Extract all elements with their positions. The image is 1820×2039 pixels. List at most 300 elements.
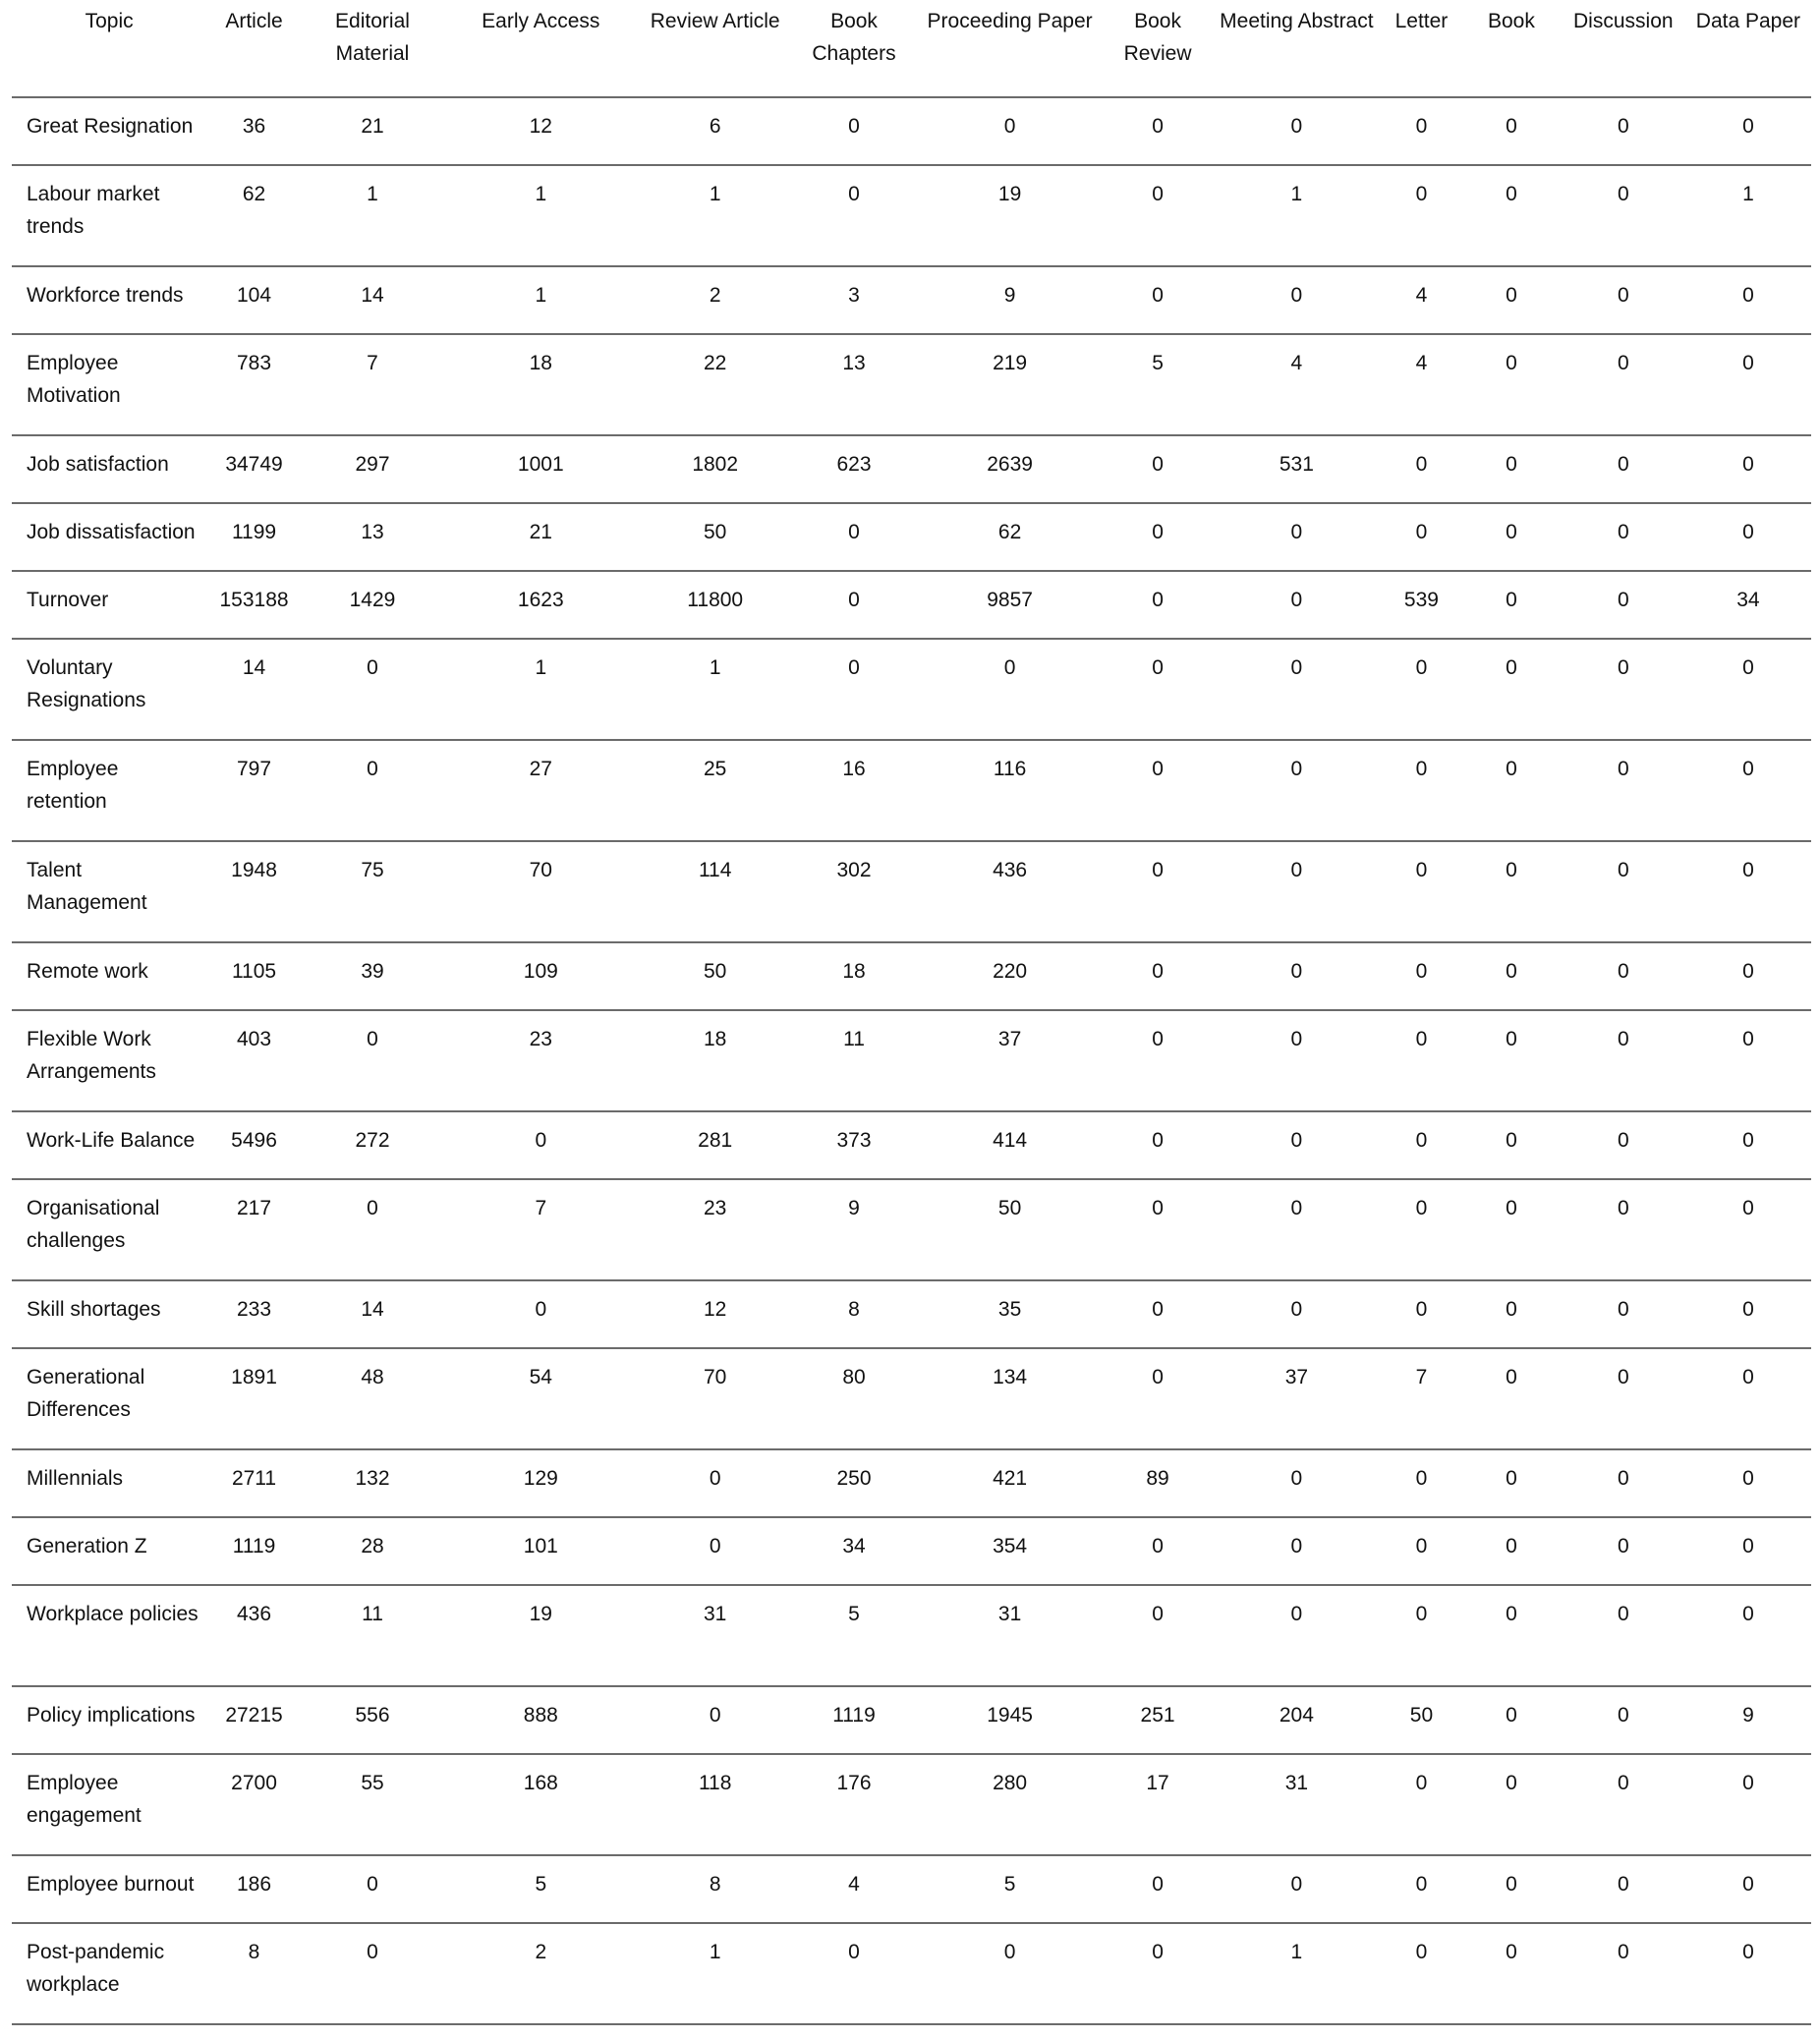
value-cell: 421 [916,1449,1104,1517]
value-cell: 0 [1562,1686,1685,1754]
table-row [12,1923,1811,2024]
column-header-book-chapters: Book Chapters [792,0,916,97]
topic-cell: Work-Life Balance [12,1111,206,1179]
value-cell: 1 [1212,165,1382,266]
value-cell: 0 [1685,334,1811,435]
table-row [12,1686,1811,1754]
table-header [12,0,1811,97]
value-cell: 783 [206,334,302,435]
value-cell: 539 [1382,571,1461,639]
value-cell: 1 [638,165,792,266]
value-cell: 1 [1212,1923,1382,2024]
value-cell: 11 [302,1585,443,1686]
value-cell: 0 [1212,266,1382,334]
value-cell: 1429 [302,571,443,639]
topic-cell: Turnover [12,571,206,639]
value-cell: 0 [1461,1010,1562,1111]
value-cell: 0 [1382,1179,1461,1280]
value-cell: 70 [638,1348,792,1449]
value-cell: 1199 [206,503,302,571]
value-cell: 436 [206,1585,302,1686]
value-cell: 9 [916,266,1104,334]
value-cell: 1 [638,1923,792,2024]
column-header-discussion: Discussion [1562,0,1685,97]
value-cell: 0 [1685,639,1811,740]
value-cell: 14 [302,266,443,334]
value-cell: 0 [1382,1517,1461,1585]
value-cell: 54 [443,1348,638,1449]
column-header-article: Article [206,0,302,97]
value-cell: 0 [1562,503,1685,571]
topic-cell: Workforce trends [12,266,206,334]
value-cell: 0 [1685,266,1811,334]
value-cell: 0 [1104,1517,1212,1585]
value-cell: 48 [302,1348,443,1449]
value-cell: 8 [206,1923,302,2024]
value-cell: 0 [1104,266,1212,334]
value-cell: 0 [1104,165,1212,266]
value-cell: 251 [1104,1686,1212,1754]
value-cell: 0 [1562,639,1685,740]
value-cell: 11 [792,1010,916,1111]
value-cell: 0 [1104,841,1212,942]
table-row [12,1010,1811,1111]
value-cell: 0 [1104,571,1212,639]
value-cell: 0 [1104,1585,1212,1686]
table-row [12,1517,1811,1585]
value-cell: 1623 [443,571,638,639]
value-cell: 6 [638,97,792,165]
table-row [12,1348,1811,1449]
value-cell: 27215 [206,1686,302,1754]
value-cell: 0 [1562,1517,1685,1585]
value-cell: 35 [916,1280,1104,1348]
value-cell: 0 [1562,1010,1685,1111]
table-row [12,740,1811,841]
value-cell: 0 [1562,1585,1685,1686]
value-cell: 0 [1382,503,1461,571]
value-cell: 1 [443,266,638,334]
value-cell: 0 [638,1686,792,1754]
value-cell: 89 [1104,1449,1212,1517]
value-cell: 0 [1685,503,1811,571]
value-cell: 0 [1104,435,1212,503]
value-cell: 17 [1104,1754,1212,1855]
value-cell: 0 [1461,1855,1562,1923]
value-cell: 0 [1562,435,1685,503]
topic-cell: Workplace policies [12,1585,206,1686]
value-cell: 12 [638,1280,792,1348]
value-cell: 0 [1104,740,1212,841]
table-body [12,97,1811,2024]
value-cell: 28 [302,1517,443,1585]
value-cell: 0 [1562,1754,1685,1855]
column-header-meeting-abstract: Meeting Abstract [1212,0,1382,97]
value-cell: 0 [1562,1348,1685,1449]
value-cell: 31 [916,1585,1104,1686]
value-cell: 4 [1382,334,1461,435]
value-cell: 1119 [206,1517,302,1585]
value-cell: 0 [1212,1179,1382,1280]
publications-table [12,0,1811,2025]
value-cell: 21 [443,503,638,571]
value-cell: 0 [1685,942,1811,1010]
value-cell: 1 [443,165,638,266]
value-cell: 0 [792,571,916,639]
value-cell: 0 [1461,1280,1562,1348]
value-cell: 19 [443,1585,638,1686]
column-header-book: Book [1461,0,1562,97]
value-cell: 0 [1685,1449,1811,1517]
value-cell: 4 [1212,334,1382,435]
value-cell: 0 [443,1111,638,1179]
topic-cell: Great Resignation [12,97,206,165]
value-cell: 0 [1382,1585,1461,1686]
value-cell: 0 [1104,1010,1212,1111]
table-row [12,435,1811,503]
value-cell: 0 [1104,1855,1212,1923]
value-cell: 5 [792,1585,916,1686]
topic-cell: Talent Management [12,841,206,942]
value-cell: 797 [206,740,302,841]
column-header-book-review: Book Review [1104,0,1212,97]
value-cell: 8 [792,1280,916,1348]
value-cell: 2639 [916,435,1104,503]
value-cell: 0 [1685,1111,1811,1179]
value-cell: 0 [1104,503,1212,571]
value-cell: 50 [916,1179,1104,1280]
value-cell: 0 [1382,435,1461,503]
value-cell: 3 [792,266,916,334]
value-cell: 75 [302,841,443,942]
value-cell: 0 [1461,1517,1562,1585]
value-cell: 153188 [206,571,302,639]
value-cell: 0 [1562,942,1685,1010]
value-cell: 50 [638,503,792,571]
column-header-early-access: Early Access [443,0,638,97]
topic-cell: Employee engagement [12,1754,206,1855]
value-cell: 0 [638,1449,792,1517]
value-cell: 19 [916,165,1104,266]
table-row [12,334,1811,435]
value-cell: 531 [1212,435,1382,503]
value-cell: 0 [1104,1348,1212,1449]
value-cell: 11800 [638,571,792,639]
column-header-data-paper: Data Paper [1685,0,1811,97]
value-cell: 0 [302,740,443,841]
value-cell: 556 [302,1686,443,1754]
value-cell: 0 [1382,639,1461,740]
value-cell: 281 [638,1111,792,1179]
table-row [12,97,1811,165]
value-cell: 0 [1685,1855,1811,1923]
value-cell: 14 [302,1280,443,1348]
value-cell: 436 [916,841,1104,942]
value-cell: 354 [916,1517,1104,1585]
topic-cell: Voluntary Resignations [12,639,206,740]
value-cell: 5 [443,1855,638,1923]
value-cell: 0 [1104,942,1212,1010]
value-cell: 0 [1382,942,1461,1010]
value-cell: 297 [302,435,443,503]
value-cell: 23 [443,1010,638,1111]
value-cell: 8 [638,1855,792,1923]
value-cell: 0 [1685,1923,1811,2024]
value-cell: 70 [443,841,638,942]
value-cell: 219 [916,334,1104,435]
value-cell: 18 [792,942,916,1010]
value-cell: 104 [206,266,302,334]
value-cell: 0 [1104,1179,1212,1280]
value-cell: 12 [443,97,638,165]
value-cell: 34 [792,1517,916,1585]
value-cell: 0 [1562,165,1685,266]
table-row [12,639,1811,740]
value-cell: 34 [1685,571,1811,639]
value-cell: 0 [1382,97,1461,165]
table-row [12,571,1811,639]
value-cell: 5 [1104,334,1212,435]
value-cell: 272 [302,1111,443,1179]
value-cell: 0 [1382,165,1461,266]
value-cell: 0 [1461,1923,1562,2024]
value-cell: 1119 [792,1686,916,1754]
value-cell: 7 [1382,1348,1461,1449]
value-cell: 0 [1685,1348,1811,1449]
value-cell: 2700 [206,1754,302,1855]
value-cell: 1001 [443,435,638,503]
column-header-editorial-material: Editorial Material [302,0,443,97]
value-cell: 0 [1461,942,1562,1010]
value-cell: 0 [1212,1111,1382,1179]
header-row [12,0,1811,97]
value-cell: 0 [1461,97,1562,165]
value-cell: 4 [1382,266,1461,334]
value-cell: 0 [1461,1754,1562,1855]
value-cell: 1945 [916,1686,1104,1754]
topic-cell: Organisational challenges [12,1179,206,1280]
value-cell: 217 [206,1179,302,1280]
value-cell: 36 [206,97,302,165]
value-cell: 0 [1212,1517,1382,1585]
topic-cell: Policy implications [12,1686,206,1754]
value-cell: 21 [302,97,443,165]
value-cell: 80 [792,1348,916,1449]
value-cell: 39 [302,942,443,1010]
value-cell: 116 [916,740,1104,841]
value-cell: 0 [1461,1449,1562,1517]
table-row [12,1855,1811,1923]
value-cell: 0 [638,1517,792,1585]
value-cell: 18 [443,334,638,435]
value-cell: 27 [443,740,638,841]
table-row [12,841,1811,942]
value-cell: 0 [1104,1280,1212,1348]
value-cell: 13 [792,334,916,435]
value-cell: 1891 [206,1348,302,1449]
value-cell: 0 [1685,1179,1811,1280]
value-cell: 0 [792,97,916,165]
value-cell: 0 [1461,266,1562,334]
value-cell: 118 [638,1754,792,1855]
value-cell: 0 [1212,740,1382,841]
topic-cell: Generational Differences [12,1348,206,1449]
value-cell: 0 [1461,165,1562,266]
value-cell: 373 [792,1111,916,1179]
value-cell: 0 [1562,266,1685,334]
value-cell: 0 [1461,1348,1562,1449]
value-cell: 250 [792,1449,916,1517]
value-cell: 16 [792,740,916,841]
value-cell: 0 [1461,1179,1562,1280]
column-header-review-article: Review Article [638,0,792,97]
value-cell: 0 [302,1923,443,2024]
value-cell: 0 [1382,1754,1461,1855]
topic-cell: Skill shortages [12,1280,206,1348]
value-cell: 2 [443,1923,638,2024]
value-cell: 176 [792,1754,916,1855]
value-cell: 37 [1212,1348,1382,1449]
value-cell: 0 [916,1923,1104,2024]
table-row [12,1280,1811,1348]
value-cell: 114 [638,841,792,942]
value-cell: 0 [1562,841,1685,942]
value-cell: 0 [1212,1280,1382,1348]
value-cell: 888 [443,1686,638,1754]
value-cell: 0 [1685,1754,1811,1855]
value-cell: 14 [206,639,302,740]
table-row [12,1449,1811,1517]
value-cell: 0 [1562,740,1685,841]
value-cell: 0 [1461,571,1562,639]
value-cell: 0 [1562,1111,1685,1179]
value-cell: 0 [1461,740,1562,841]
value-cell: 204 [1212,1686,1382,1754]
value-cell: 134 [916,1348,1104,1449]
value-cell: 1 [1685,165,1811,266]
value-cell: 280 [916,1754,1104,1855]
value-cell: 9 [792,1179,916,1280]
value-cell: 0 [1562,1923,1685,2024]
value-cell: 132 [302,1449,443,1517]
value-cell: 1 [302,165,443,266]
value-cell: 34749 [206,435,302,503]
value-cell: 0 [792,1923,916,2024]
topic-cell: Flexible Work Arrangements [12,1010,206,1111]
value-cell: 2711 [206,1449,302,1517]
value-cell: 5496 [206,1111,302,1179]
value-cell: 0 [792,503,916,571]
value-cell: 0 [1685,435,1811,503]
topic-cell: Employee Motivation [12,334,206,435]
value-cell: 414 [916,1111,1104,1179]
value-cell: 5 [916,1855,1104,1923]
value-cell: 50 [638,942,792,1010]
value-cell: 109 [443,942,638,1010]
value-cell: 1948 [206,841,302,942]
value-cell: 0 [1562,1179,1685,1280]
value-cell: 2 [638,266,792,334]
topic-cell: Job satisfaction [12,435,206,503]
value-cell: 623 [792,435,916,503]
value-cell: 9857 [916,571,1104,639]
value-cell: 9 [1685,1686,1811,1754]
value-cell: 302 [792,841,916,942]
value-cell: 7 [302,334,443,435]
value-cell: 23 [638,1179,792,1280]
value-cell: 0 [1104,639,1212,740]
topic-cell: Generation Z [12,1517,206,1585]
value-cell: 31 [1212,1754,1382,1855]
table-row [12,1754,1811,1855]
topic-cell: Post-pandemic workplace [12,1923,206,2024]
value-cell: 22 [638,334,792,435]
value-cell: 0 [916,97,1104,165]
value-cell: 18 [638,1010,792,1111]
value-cell: 0 [1104,97,1212,165]
value-cell: 0 [1382,1010,1461,1111]
value-cell: 37 [916,1010,1104,1111]
table-row [12,1179,1811,1280]
value-cell: 0 [1212,841,1382,942]
value-cell: 0 [1562,1449,1685,1517]
value-cell: 0 [1685,97,1811,165]
value-cell: 0 [1685,740,1811,841]
value-cell: 129 [443,1449,638,1517]
value-cell: 13 [302,503,443,571]
value-cell: 62 [916,503,1104,571]
value-cell: 1 [443,639,638,740]
value-cell: 62 [206,165,302,266]
value-cell: 0 [1461,1111,1562,1179]
value-cell: 0 [1461,1686,1562,1754]
value-cell: 0 [1461,503,1562,571]
value-cell: 0 [1104,1111,1212,1179]
value-cell: 0 [1461,1585,1562,1686]
value-cell: 0 [1212,639,1382,740]
value-cell: 0 [1212,97,1382,165]
value-cell: 50 [1382,1686,1461,1754]
value-cell: 186 [206,1855,302,1923]
value-cell: 4 [792,1855,916,1923]
value-cell: 403 [206,1010,302,1111]
table-row [12,503,1811,571]
value-cell: 0 [1562,571,1685,639]
value-cell: 0 [443,1280,638,1348]
value-cell: 220 [916,942,1104,1010]
value-cell: 0 [792,639,916,740]
topic-cell: Employee burnout [12,1855,206,1923]
topic-cell: Employee retention [12,740,206,841]
value-cell: 0 [1562,97,1685,165]
table-row [12,266,1811,334]
value-cell: 0 [302,639,443,740]
column-header-letter: Letter [1382,0,1461,97]
value-cell: 0 [1212,1855,1382,1923]
value-cell: 0 [1212,1585,1382,1686]
value-cell: 0 [1685,1280,1811,1348]
value-cell: 0 [1685,841,1811,942]
value-cell: 1802 [638,435,792,503]
value-cell: 0 [1685,1010,1811,1111]
value-cell: 1 [638,639,792,740]
table-row [12,942,1811,1010]
value-cell: 0 [1461,841,1562,942]
value-cell: 0 [1382,1280,1461,1348]
value-cell: 0 [1382,841,1461,942]
value-cell: 0 [1382,1449,1461,1517]
value-cell: 0 [1562,1280,1685,1348]
